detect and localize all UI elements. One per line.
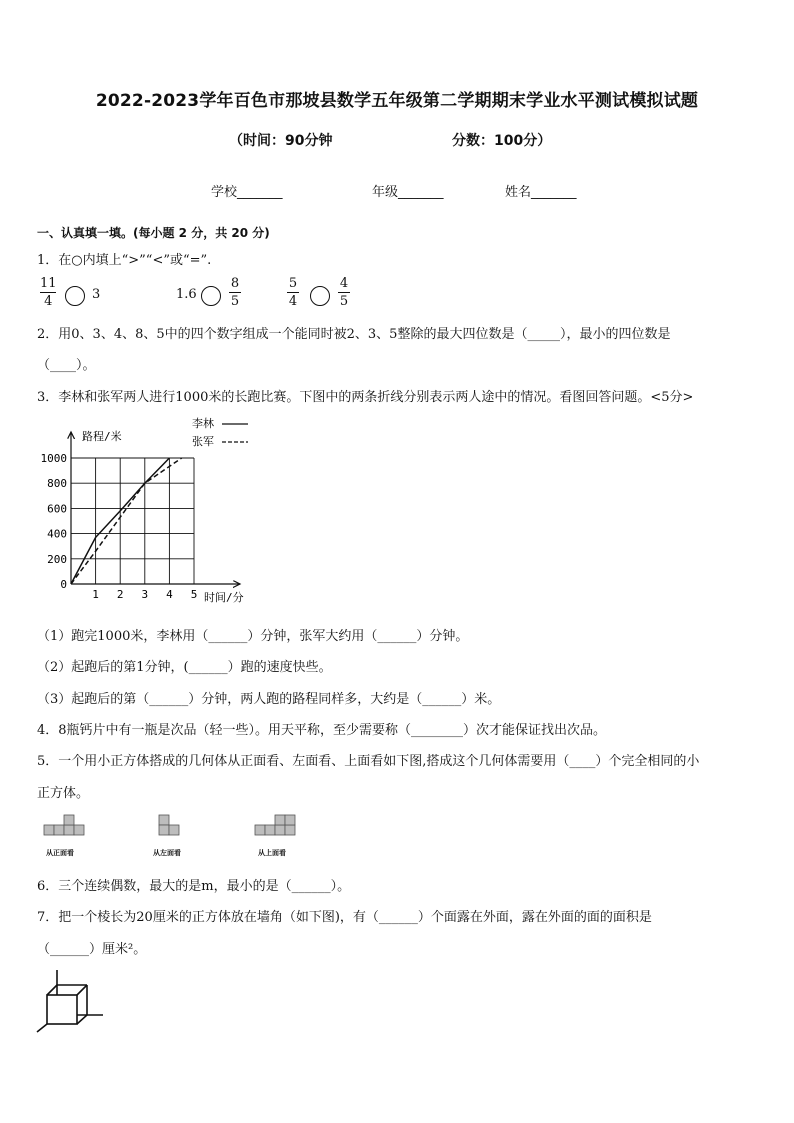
y-tick-label: 0 [60, 578, 67, 591]
y-tick-label: 600 [47, 502, 67, 516]
y-tick-label: 800 [47, 477, 67, 491]
x-tick-label: 4 [166, 588, 173, 601]
legend-label: 李林 [192, 417, 214, 430]
q4-text: 4．8瓶钙片中有一瓶是次品（轻一些）。用天平称，至少需要称（________）次才能保证找出次品。 [37, 723, 607, 738]
y-tick-label: 200 [47, 552, 67, 566]
q3-sub2: （2）起跑后的第1分钟，(______）跑的速度快些。 [37, 660, 332, 675]
compare-circle[interactable] [310, 286, 330, 306]
grade-field: 年级_______ [372, 185, 444, 200]
q5-line1: 5．一个用小正方体搭成的几何体从正面看、左面看、上面看如下图,搭成这个几何体需要用（____）个完全相同的小 [37, 754, 700, 769]
school-field: 学校_______ [211, 185, 283, 200]
exam-time: （时间：90分钟 [229, 133, 333, 149]
x-tick-label: 3 [141, 588, 149, 601]
q6-text: 6．三个连续偶数，最大的是m，最小的是（______）。 [37, 879, 351, 894]
x-tick-label: 1 [92, 588, 99, 601]
legend-label: 张军 [192, 435, 214, 448]
y-axis-label: 路程/米 [82, 430, 122, 443]
q1-value: 3 [92, 287, 101, 302]
y-tick-label: 400 [47, 527, 67, 541]
view-label: 从上面看 [258, 849, 286, 857]
q7-line2: （______）厘米²。 [37, 942, 147, 957]
q1-fraction: 4 5 [339, 276, 349, 309]
compare-circle[interactable] [65, 286, 85, 306]
q3-sub1: （1）跑完1000米，李林用（______）分钟，张军大约用（______）分钟。 [37, 629, 469, 644]
view-label: 从左面看 [153, 849, 181, 857]
q2-line1: 2．用0、3、4、8、5中的四个数字组成一个能同时被2、3、5整除的最大四位数是（_____），最小的四位数是 [37, 327, 671, 342]
exam-score: 分数：100分） [452, 133, 552, 149]
y-tick-label: 1000 [40, 452, 67, 465]
cube-in-corner-figure [35, 965, 115, 1035]
name-field: 姓名_______ [505, 185, 577, 200]
q1-fraction: 11 4 [40, 276, 57, 309]
section-heading: 一、认真填一填。(每小题 2 分，共 20 分) [37, 226, 270, 240]
q3-sub3: （3）起跑后的第（______）分钟，两人跑的路程同样多，大约是（______）米。 [37, 692, 501, 707]
left-view-figure [158, 814, 198, 844]
q1-fraction: 5 4 [288, 276, 298, 309]
x-tick-label: 5 [190, 588, 198, 601]
exam-title: 2022-2023学年百色市那坡县数学五年级第二学期期末学业水平测试模拟试题 [95, 91, 699, 111]
series-line-2 [71, 458, 182, 584]
q7-line1: 7．把一个棱长为20厘米的正方体放在墙角（如下图)，有（______）个面露在外面，露在外面的面的面积是 [37, 910, 652, 925]
q5-line2: 正方体。 [37, 786, 90, 801]
x-tick-label: 2 [116, 588, 124, 601]
distance-time-chart [30, 412, 270, 607]
top-view-figure [254, 814, 304, 844]
q1-text: 1．在○内填上“>”“<”或“=”. [37, 253, 212, 268]
view-label: 从正面看 [46, 849, 74, 857]
compare-circle[interactable] [201, 286, 221, 306]
front-view-figure [43, 814, 123, 844]
q1-fraction: 8 5 [230, 276, 240, 309]
x-axis-label: 时间/分 [204, 591, 244, 604]
q2-line2: （____）。 [37, 358, 96, 373]
q1-value: 1.6 [176, 287, 197, 302]
q3-text: 3．李林和张军两人进行1000米的长跑比赛。下图中的两条折线分别表示两人途中的情况。看图回答问题。<5分> [37, 390, 694, 405]
